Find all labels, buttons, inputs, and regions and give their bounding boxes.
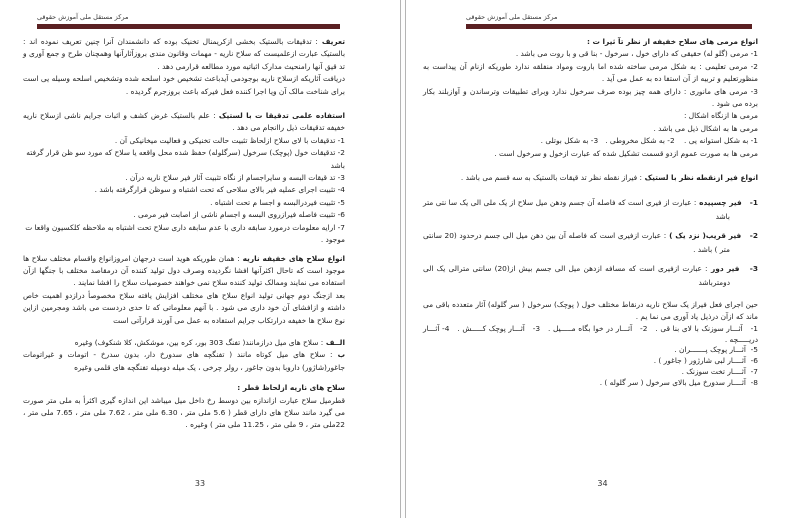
paragraph: مرمی ها ازنگاه اشکال : bbox=[683, 111, 758, 121]
bold-lead: 1- فیر چسپیده bbox=[696, 198, 758, 208]
page-34-content bbox=[406, 0, 799, 518]
bold-lead: الــف bbox=[323, 337, 345, 347]
list-item-alif: الــف : سلاح های میل درازمانند( تفنگ 303 بور، کره بین، موشکش، کلا شنکوف) وغیره bbox=[74, 337, 345, 347]
list-item: 2- تدقیقات خول (پوچک) سرخول (سرگلوله) حفظ شده محل واقعه یا سلاح که مورد سو ظن قرار گرفته باشد bbox=[26, 148, 345, 170]
list-item: 4- تثبیت اجرای عملیه فیر بالای سلاحی که تحت اشتباه و سوظن قرارگرفته باشد . bbox=[94, 185, 345, 195]
bold-lead: 3- فیر دور bbox=[707, 264, 759, 274]
bold-lead: انواع مرمی های سلاح خفیفه از نظر تآ ثیرا ت : bbox=[586, 37, 758, 46]
page-header-title: مرکز مستقل ملی آموزش حقوقی bbox=[37, 13, 129, 21]
trace-list-item: 8- آثــــار سدورخ میل بالای سرخول ( سر گلوله ) . bbox=[599, 377, 758, 387]
spacer bbox=[23, 374, 345, 382]
bold-lead: سلاح های ناریه ازلحاظ قطر : bbox=[237, 383, 345, 393]
header-rule bbox=[466, 24, 752, 29]
list-item: 5- تثبیت فیردرالبسه و اجسا م تحت اشتباه . bbox=[210, 197, 345, 207]
list-item: 1- به شکل استوانه یی . 2- به شکل مخروطی . 3- به شکل بوتلی . bbox=[540, 136, 758, 146]
list-item: 3- مرمی های مانوری : دارای همه چیز بوده صرف سرخول ندارد وبرای تطبیقات وترساندن و آوازبلند بکار برده می شود . bbox=[423, 86, 758, 109]
list-item: 1- مرمی (گلو له) حقیقی که دارای خول ، سرخول - بنا قی و با روت می باشد . bbox=[515, 49, 758, 59]
page-number: 34 bbox=[597, 479, 608, 488]
list-item-ba: ب : سلاح های میل کوتاه مانند ( تفنگچه های سدورخ دار، بدون سدرخ - اتومات و غیراتومات جاغور(شاژور) داروبا بدون جاغور ، رولر چرخی ، یک میله دومیله تفنگچه های قلمی وغیره bbox=[23, 350, 346, 372]
paragraph: قطرمیل سلاح عبارت ازاندازه بین دوسط رخ داخل میل میباشد این اندازه گیری اکثرأ به ملی متر صورت می گیرد مانند سلاح های دارای قطر ( 5.6 ملی متر ، 6.30 ملی متر ، 7.62 ملی متر ، 7.65 ملی متر ، 22ملی متر ، 9 ملی متر ، 11.25 ملی متر ) وغیره . bbox=[23, 395, 345, 430]
section-paragraph: انواع فیر ازنقطه نظر با لستیک : فیراز نقطه نظر تد قیقات بالستیک به سه قسم می باشد . bbox=[460, 173, 758, 183]
bold-lead: انواع سلاح های خفیفه ناریه bbox=[239, 253, 345, 263]
definition-paragraph: تعریف : تدقیقات بالستیک بخشی ازکریمنال تخنیک بوده که دانشمندان آنرا چنین تعریف نموده اند : بالستیک عبارت ازعلمیست که سلاح ناریه - مهمات وقانون مندی بروزآثارآنها وهمچنان طرح و جمع آوری و تد قیق آنها رامنحیث مدارک اثباتیه مورد مطالعه قرارمی دهد . bbox=[23, 37, 345, 71]
section-heading bbox=[423, 36, 758, 48]
section-paragraph: استفاده علمی تدقیقا ت با لستیک : علم بالستیک غرض کشف و اثبات جرایم ناشی ازسلاح ناریه خفیفه تدقیقات ذیل راانجام می دهد . bbox=[23, 111, 346, 133]
page-33-body bbox=[23, 36, 345, 432]
list-item: 1- تدقیقات با لای سلاح ازلحاظ تثبیت حالت تخنیکی و فعالیت میخانیکی آن . bbox=[114, 135, 345, 145]
section-heading bbox=[23, 382, 345, 394]
bold-lead: استفاده علمی تدقیقا ت با لستیک bbox=[215, 111, 346, 121]
trace-list-item: 1- آثـــار سوزنک با لای بنا قی . 2- آثـــار در خوا بگاه مـــــیل . 3- آثـــار پوچک کـــــش . 4- آثـــار دریـــــچه . bbox=[423, 323, 758, 344]
page-34 bbox=[405, 0, 799, 518]
paragraph: دریافت آثاریکه ازسلاح ناریه بوجودمی آیدباعث تشخیص خود اسلحه شده وتشخیص اسلحه وسیله یی است برای شناخت مالک آن ویا اجرا کننده فعل فیرکه باعث بروزجرم گردیده . bbox=[23, 74, 345, 96]
list-item: 3- تد قیقات البسه و سایراجسام از نگاه تثبیت آثار فیر سلاح ناریه درآن . bbox=[125, 173, 345, 183]
header-rule bbox=[37, 24, 340, 29]
bold-lead: تعریف bbox=[317, 37, 345, 46]
page-number: 33 bbox=[194, 479, 206, 488]
list-item: 6- تثبیت فاصله فیرازروی البسه و اجسام ناشی از اصابت فیر مرمی . bbox=[133, 210, 345, 220]
page-header-title: مرکز مستقل ملی آموزش حقوقی bbox=[466, 13, 558, 21]
list-item: 2- مرمی تعلیمی : به شکل مرمی ساخته شده اما باروت ومواد منفلقه ندارد طوریکه ازنام آن پیداست به منظورتعلیم و تربیه از آن استفا ده به عمل می آید . bbox=[423, 61, 758, 84]
paragraph: مرمی ها به صورت عموم ازدو قسمت تشکیل شده که عبارت ازخول و سرخول است . bbox=[494, 148, 758, 158]
spacer bbox=[23, 98, 345, 110]
paragraph: مرمی ها به اشکال ذیل می باشد . bbox=[653, 123, 758, 133]
fire-type-item: 1- فیر چسپیده : عبارت از فیری است که فاصله آن جسم ودهن میل سلاح از یک ملی الی یک سا نتی متر باشد bbox=[423, 198, 758, 221]
page-header bbox=[466, 13, 752, 29]
page-header bbox=[37, 13, 340, 29]
bold-lead: 2- فیر قریب( نزد یک ) bbox=[666, 231, 758, 241]
bold-lead: انواع فیر ازنقطه نظر با لستیک bbox=[642, 173, 758, 183]
fire-type-item: 2- فیر قریب( نزد یک ) : عبارت ازفیری است که فاصله آن بین دهن میل الی جسم درحدود (20 سانتی متر ) باشد . bbox=[423, 231, 758, 254]
trace-list-item: 7- آثــــار تخت سوزنک . bbox=[681, 366, 758, 376]
spacer bbox=[423, 184, 758, 196]
paragraph: بعد ازجنگ دوم جهانی تولید انواع سلاح های مختلف افزایش یافته سلاح مخصوصأ درازدو اهمیت خاص داشته و ازافشای آن خود داری می شود . با آنهم معلوماتی که تا حدی دردست می باشد ومجرمین ازاین نوع سلاح ها خفیفه درارتکاب جرایم استفاده به عمل می آورند قرارآتی است bbox=[23, 290, 345, 325]
trace-list-item: 5- آثـــار پوچک پـــــــران . bbox=[674, 345, 758, 355]
page-34-body bbox=[423, 36, 758, 389]
spacer bbox=[423, 160, 758, 172]
section-paragraph: انواع سلاح های خفیفه ناریه : همان طوریکه هوید است درجهان امروزانواع واقسام مختلف سلاح ها موجود است که تاحال اکثرآنها افشا نگردیده وصرف دول تولید کننده آن درمقاصد مختلف با جنگها ازآن استفاده می نمایند وممالک تولید کننده سلاح نمی خواهند خصوصیات سلاح را افشا نمایند . bbox=[23, 253, 345, 288]
spacer bbox=[23, 327, 345, 337]
list-item: 7- ارایه معلومات درمورد سابقه داری با عدم سابقه داری سلاح تحت اشتباه به ملاحظه کلکسیون واقعا ت موجود . bbox=[25, 222, 345, 245]
fire-type-item: 3- فیر دور : عبارت ازفیری است که مسافه ازدهن میل الی جسم بیش از(20) سانتی مترالی یک الی دومترباشد bbox=[423, 264, 759, 287]
trace-list-item: 6- آثــــار لبی شارژور ( جاغور ) . bbox=[653, 356, 758, 366]
bold-lead: ب bbox=[332, 350, 346, 360]
paragraph: حین اجرای فعل فیراز یک سلاح ناریه درنقاط مختلف خول ( پوچک) سرخول ( سر گلوله) آثار متعدده باقی می ماند که ازآن درذیل یاد آوری می نما یم . bbox=[423, 299, 758, 322]
